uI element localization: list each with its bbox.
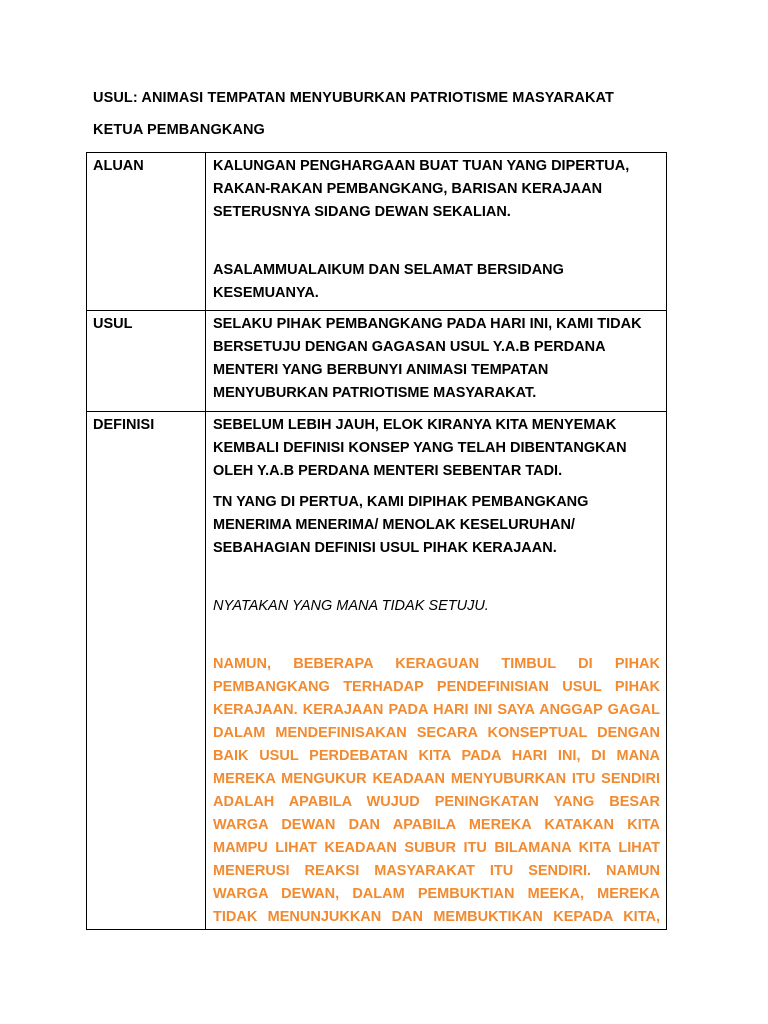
text-line: SETERUSNYA SIDANG DEWAN SEKALIAN. — [213, 204, 511, 220]
paragraph — [213, 491, 660, 560]
text-line: RAKAN-RAKAN PEMBANGKANG, BARISAN KERAJAAN — [213, 181, 603, 197]
text-line: SELAKU PIHAK PEMBANGKANG PADA HARI INI, KAMI TIDAK — [213, 316, 642, 332]
row-text — [206, 412, 667, 930]
text-line: TIDAK MENUNJUKKAN DAN MEMBUKTIKAN KEPADA KITA, — [213, 909, 660, 925]
speaker-role: KETUA PEMBANGKANG — [93, 122, 265, 138]
text-line: ADALAH APABILA WUJUD PENINGKATAN YANG BESAR — [213, 794, 660, 810]
instruction-note — [213, 595, 660, 618]
text-line: MENYUBURKAN PATRIOTISME MASYARAKAT. — [213, 385, 537, 401]
text-line: SEBELUM LEBIH JAUH, ELOK KIRANYA KITA MENYEMAK — [213, 417, 617, 433]
row-label: USUL — [87, 311, 206, 412]
text-line: BERSETUJU DENGAN GAGASAN USUL Y.A.B PERDANA — [213, 339, 606, 355]
text-line: TN YANG DI PERTUA, KAMI DIPIHAK PEMBANGKANG — [213, 494, 589, 510]
row-label: ALUAN — [87, 153, 206, 311]
argument-paragraph — [213, 653, 660, 929]
text-line: NYATAKAN YANG MANA TIDAK SETUJU. — [213, 598, 489, 614]
table-row-aluan — [87, 153, 667, 311]
text-line: MENERUSI REAKSI MASYARAKAT ITU SENDIRI. NAMUN — [213, 863, 660, 879]
text-line: SEBAHAGIAN DEFINISI USUL PIHAK KERAJAAN. — [213, 540, 557, 556]
text-line: WARGA DEWAN, DALAM PEMBUKTIAN MEEKA, MEREKA — [213, 886, 660, 902]
text-line: KERAJAAN. KERAJAAN PADA HARI INI SAYA ANGGAP GAGAL — [213, 702, 660, 718]
text-line: KALUNGAN PENGHARGAAN BUAT TUAN YANG DIPERTUA, — [213, 158, 630, 174]
row-text — [206, 311, 667, 412]
motion-title: USUL: ANIMASI TEMPATAN MENYUBURKAN PATRIOTISME MASYARAKAT — [93, 90, 614, 106]
text-line: KEMBALI DEFINISI KONSEP YANG TELAH DIBENTANGKAN — [213, 440, 627, 456]
text-line: WARGA DEWAN DAN APABILA MEREKA KATAKAN KITA — [213, 817, 660, 833]
text-line: NAMUN, BEBERAPA KERAGUAN TIMBUL DI PIHAK — [213, 656, 660, 672]
text-line: MENTERI YANG BERBUNYI ANIMASI TEMPATAN — [213, 362, 549, 378]
text-line: KESEMUANYA. — [213, 285, 319, 301]
paragraph — [213, 259, 660, 305]
speech-table — [86, 152, 667, 930]
text-line: OLEH Y.A.B PERDANA MENTERI SEBENTAR TADI. — [213, 463, 563, 479]
row-label: DEFINISI — [87, 412, 206, 930]
row-text — [206, 153, 667, 311]
paragraph — [213, 155, 660, 224]
table-row-usul — [87, 311, 667, 412]
table-row-definisi — [87, 412, 667, 930]
text-line: MEREKA MENGUKUR KEADAAN MENYUBURKAN ITU SENDIRI — [213, 771, 660, 787]
paragraph — [213, 313, 660, 405]
text-line: MAMPU LIHAT KEADAAN SUBUR ITU BILAMANA KITA LIHAT — [213, 840, 660, 856]
paragraph — [213, 414, 660, 483]
text-line: BAIK USUL PERDEBATAN KITA PADA HARI INI, DI MANA — [213, 748, 660, 764]
text-line: DALAM MENDEFINISAKAN SECARA KONSEPTUAL DENGAN — [213, 725, 660, 741]
text-line: ASALAMMUALAIKUM DAN SELAMAT BERSIDANG — [213, 262, 564, 278]
text-line: PEMBANGKANG TERHADAP PENDEFINISIAN USUL PIHAK — [213, 679, 660, 695]
text-line: MENERIMA MENERIMA/ MENOLAK KESELURUHAN/ — [213, 517, 575, 533]
